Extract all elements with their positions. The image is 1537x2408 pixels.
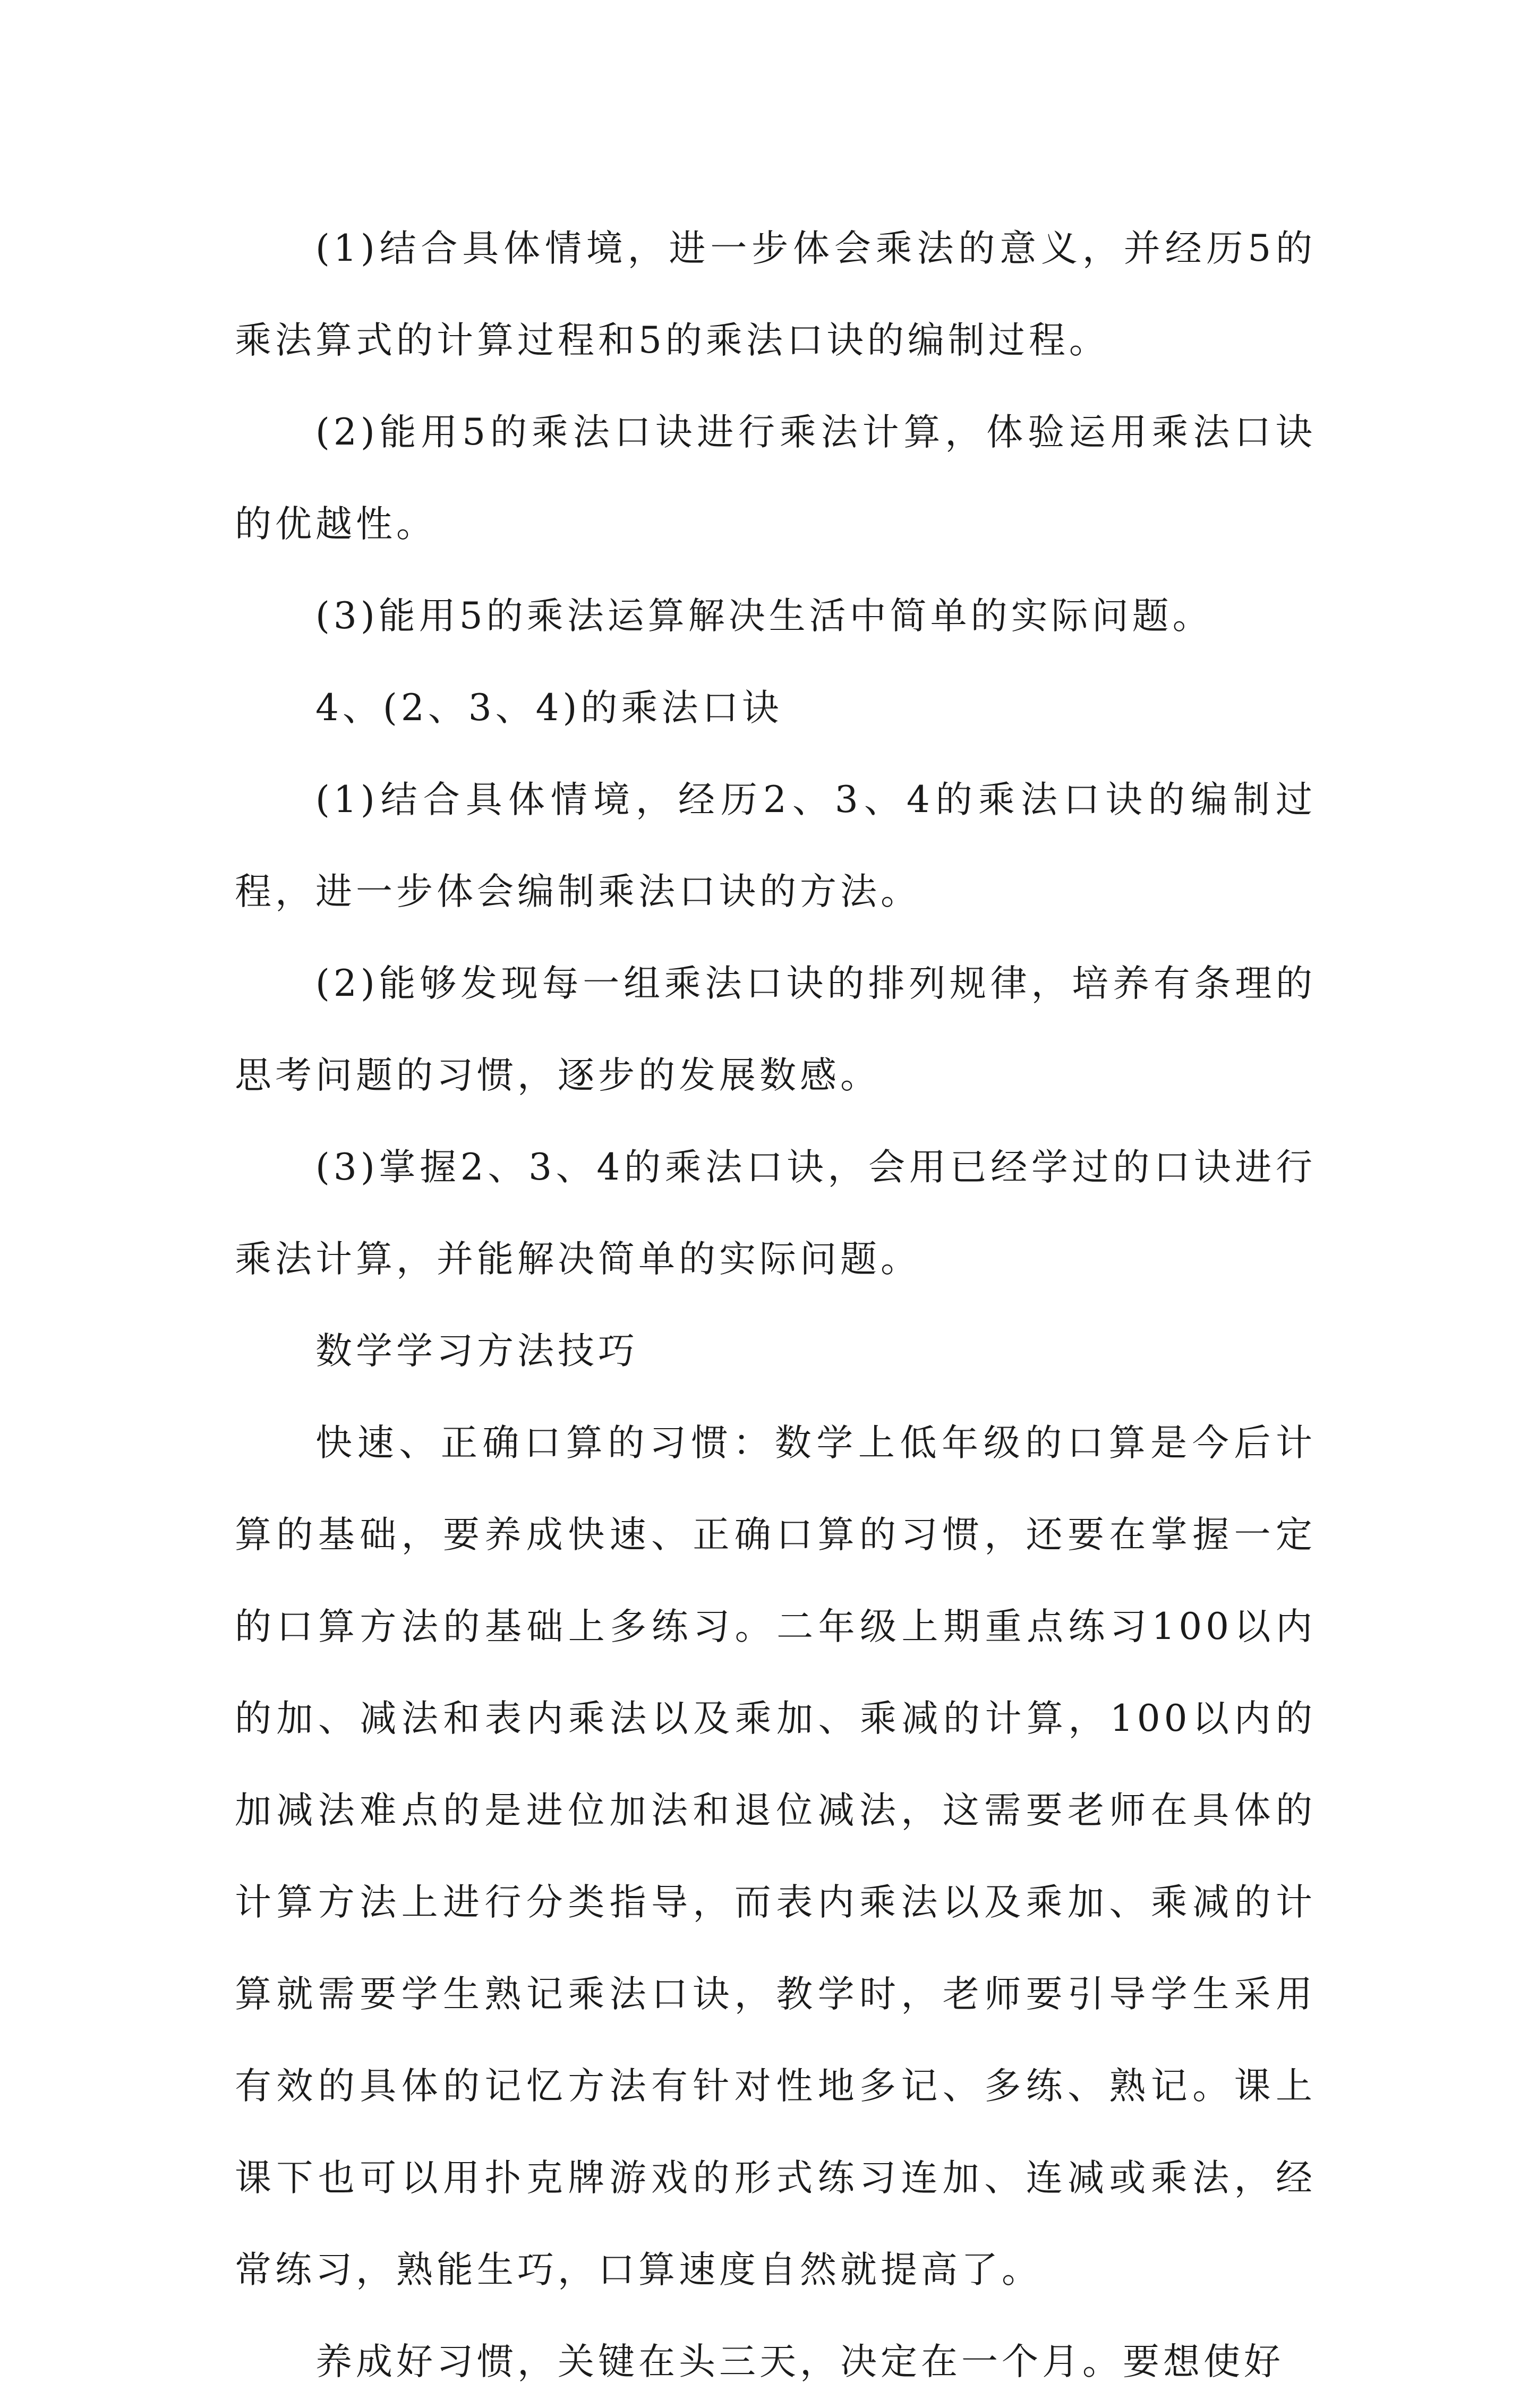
paragraph-5: (2)能够发现每一组乘法口诀的排列规律，培养有条理的思考问题的习惯，逐步的发展数感。 [235,962,1316,1097]
section-heading-study-methods: 数学学习方法技巧 [315,1330,638,1372]
paragraph-4: (1)结合具体情境，经历2、3、4的乘法口诀的编制过程，进一步体会编制乘法口诀的方法。 [235,779,1316,913]
document-body [235,203,1316,2408]
paragraph-3: (3)能用5的乘法运算解决生活中简单的实际问题。 [315,595,1213,637]
section-heading-multiplication-table: 4、(2、3、4)的乘法口诀 [315,687,783,729]
paragraph-6: (3)掌握2、3、4的乘法口诀，会用已经学过的口诀进行乘法计算，并能解决简单的实际问题。 [235,1146,1316,1280]
paragraph-7: 快速、正确口算的习惯：数学上低年级的口算是今后计算的基础，要养成快速、正确口算的习惯，还要在掌握一定的口算方法的基础上多练习。二年级上期重点练习100以内的加、减法和表内乘法以及乘加、乘减的计算，100以内的加减法难点的是进位加法和退位减法，这需要老师在具体的计算方法上进行分类指导，而表内乘法以及乘加、乘减的计算就需要学生熟记乘法口诀，教学时，老师要引导学生采用有效的具体的记忆方法有针对性地多记、多练、熟记。课上课下也可以用扑克牌游戏的形式练习连加、连减或乘法，经常练习，熟能生巧，口算速度自然就提高了。 [235,1422,1316,2291]
paragraph-1: (1)结合具体情境，进一步体会乘法的意义，并经历5的乘法算式的计算过程和5的乘法口诀的编制过程。 [235,227,1316,362]
paragraph-2: (2)能用5的乘法口诀进行乘法计算，体验运用乘法口诀的优越性。 [235,411,1316,545]
paragraph-8: 养成好习惯，关键在头三天，决定在一个月。要想使好 [315,2341,1284,2383]
